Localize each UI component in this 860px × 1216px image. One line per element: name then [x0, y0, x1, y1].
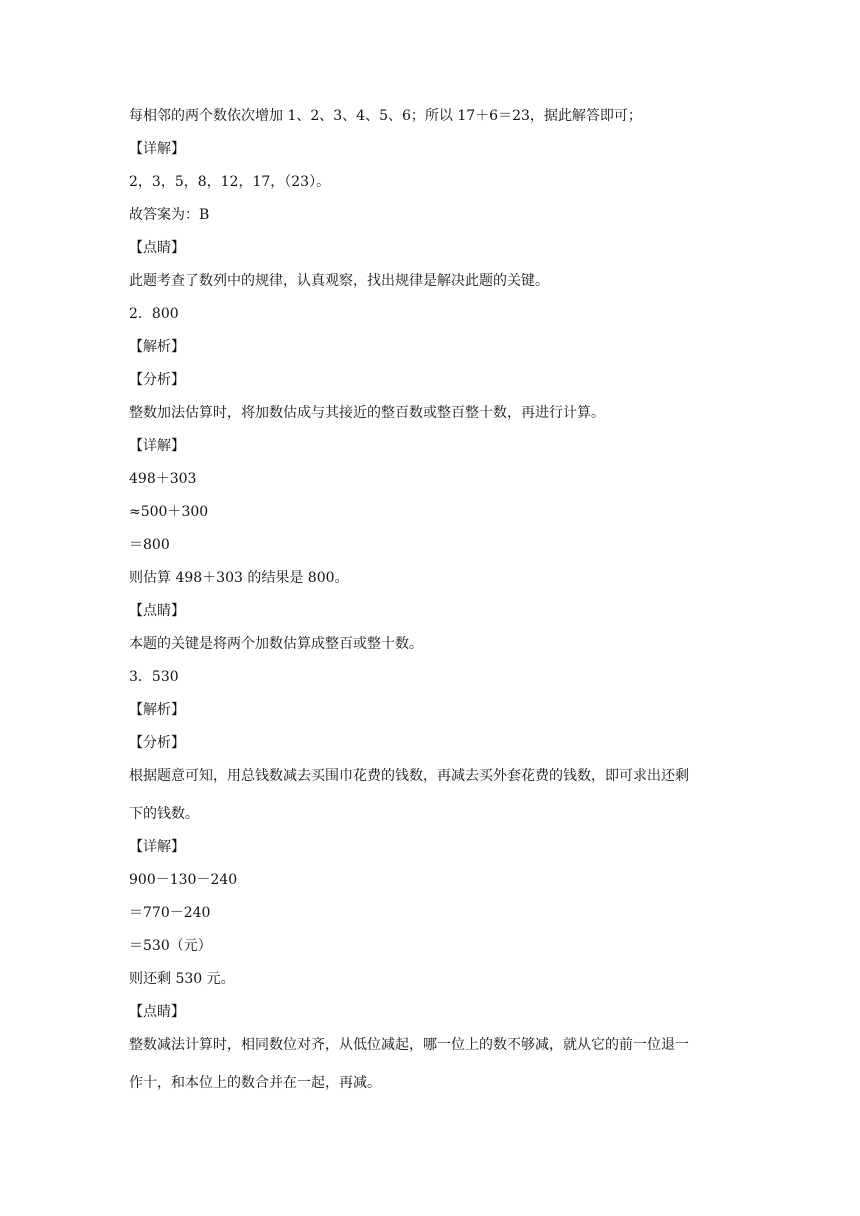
document-content — [129, 107, 739, 1093]
equation-line: ＝770－240 — [129, 905, 211, 921]
section-heading-comment: 【点睛】 — [129, 603, 185, 619]
text-line: 作十，和本位上的数合并在一起，再减。 — [129, 1075, 381, 1091]
text-line: 下的钱数。 — [129, 806, 199, 822]
text-line: 此题考查了数列中的规律，认真观察，找出规律是解决此题的关键。 — [129, 273, 549, 289]
text-line: 整数加法估算时，将加数估成与其接近的整百数或整百整十数，再进行计算。 — [129, 405, 605, 421]
equation-line: ＝800 — [129, 537, 170, 553]
question-number: 3．530 — [129, 669, 179, 685]
section-heading-analysis: 【解析】 — [129, 339, 185, 355]
section-heading-comment: 【点睛】 — [129, 1004, 185, 1020]
equation-line: 498＋303 — [129, 471, 197, 487]
question-number: 2．800 — [129, 306, 179, 322]
text-line: 2，3，5，8，12，17，（23）。 — [129, 174, 331, 190]
section-heading-detail: 【详解】 — [129, 438, 185, 454]
section-heading-comment: 【点睛】 — [129, 240, 185, 256]
text-line: 每相邻的两个数依次增加 1、2、3、4、5、6；所以 17＋6＝23，据此解答即可； — [129, 108, 642, 124]
text-line: 根据题意可知，用总钱数减去买围巾花费的钱数，再减去买外套花费的钱数，即可求出还剩 — [129, 768, 689, 784]
section-heading-analyze: 【分析】 — [129, 735, 185, 751]
equation-line: 900－130－240 — [129, 872, 238, 888]
equation-line: ＝530（元） — [129, 938, 212, 954]
text-line: 则估算 498＋303 的结果是 800。 — [129, 570, 349, 586]
text-line: 本题的关键是将两个加数估算成整百或整十数。 — [129, 636, 423, 652]
equation-line: ≈500＋300 — [129, 504, 209, 520]
section-heading-detail: 【详解】 — [129, 839, 185, 855]
section-heading-detail: 【详解】 — [129, 141, 185, 157]
text-line: 则还剩 530 元。 — [129, 971, 235, 987]
text-line: 整数减法计算时，相同数位对齐，从低位减起，哪一位上的数不够减，就从它的前一位退一 — [129, 1037, 689, 1053]
section-heading-analysis: 【解析】 — [129, 702, 185, 718]
answer-line: 故答案为：B — [129, 207, 210, 223]
section-heading-analyze: 【分析】 — [129, 372, 185, 388]
